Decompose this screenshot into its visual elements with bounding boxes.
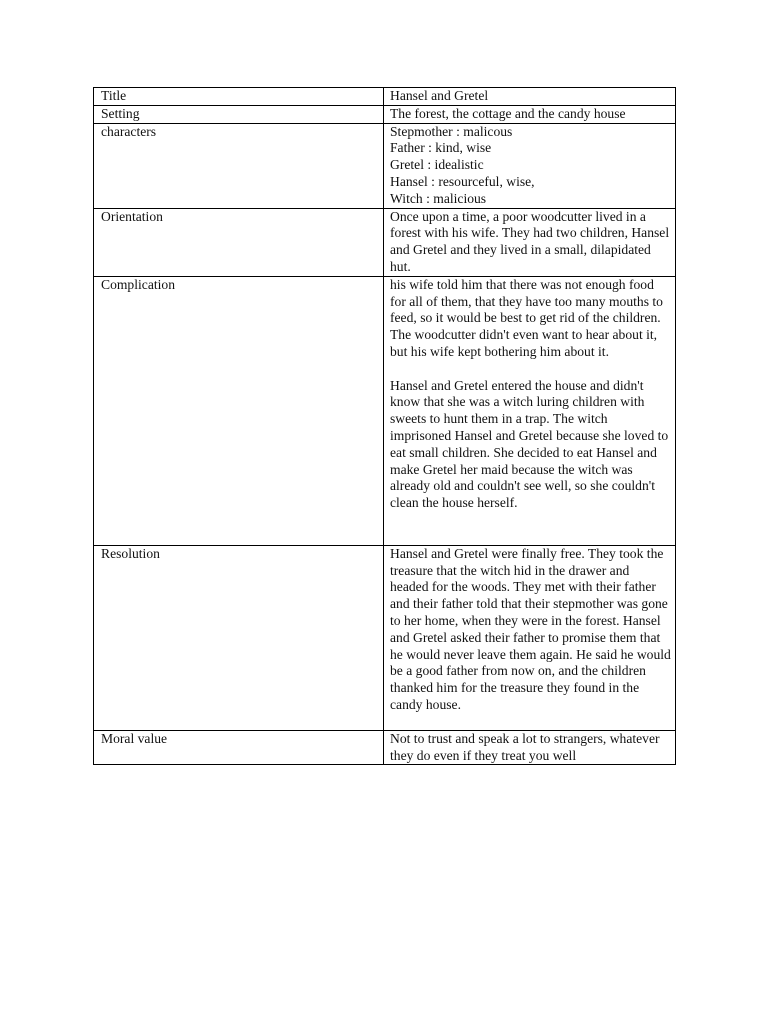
row-value: The forest, the cottage and the candy house	[384, 105, 676, 123]
row-value: Once upon a time, a poor woodcutter lived in a forest with his wife. They had two children, Hansel and Gretel and they lived in a small, dilapidated hut.	[384, 208, 676, 276]
table-row-complication	[94, 276, 676, 545]
table-row-resolution	[94, 545, 676, 730]
row-value: his wife told him that there was not enough food for all of them, that they have too many mouths to feed, so it would be best to get rid of the children. The woodcutter didn't even want to hear about it, but his wife kept bothering him about it. Hansel and Gretel entered the house and didn't know that she was a witch luring children with sweets to hunt them in a trap. The witch imprisoned Hansel and Gretel because she loved to eat small children. She decided to eat Hansel and make Gretel her maid because the witch was already old and couldn't see well, so she couldn't clean the house herself.	[384, 276, 676, 545]
table-row-title	[94, 88, 676, 106]
table-row-characters	[94, 123, 676, 208]
row-label: characters	[94, 123, 384, 208]
row-value: Stepmother : malicous Father : kind, wise Gretel : idealistic Hansel : resourceful, wise, Witch : malicious	[384, 123, 676, 208]
row-label: Resolution	[94, 545, 384, 730]
row-value: Not to trust and speak a lot to strangers, whatever they do even if they treat you well	[384, 730, 676, 765]
row-value: Hansel and Gretel	[384, 88, 676, 106]
row-label: Moral value	[94, 730, 384, 765]
table-row-orientation	[94, 208, 676, 276]
table-row-moral-value	[94, 730, 676, 765]
row-label: Orientation	[94, 208, 384, 276]
row-value: Hansel and Gretel were finally free. They took the treasure that the witch hid in the drawer and headed for the woods. They met with their father and their father told that their stepmother was gone to her home, when they were in the forest. Hansel and Gretel asked their father to promise them that he would never leave them again. He said he would be a good father from now on, and the children thanked him for the treasure they found in the candy house.	[384, 545, 676, 730]
row-label: Setting	[94, 105, 384, 123]
story-elements-table	[93, 87, 676, 765]
row-label: Complication	[94, 276, 384, 545]
table-row-setting	[94, 105, 676, 123]
row-label: Title	[94, 88, 384, 106]
